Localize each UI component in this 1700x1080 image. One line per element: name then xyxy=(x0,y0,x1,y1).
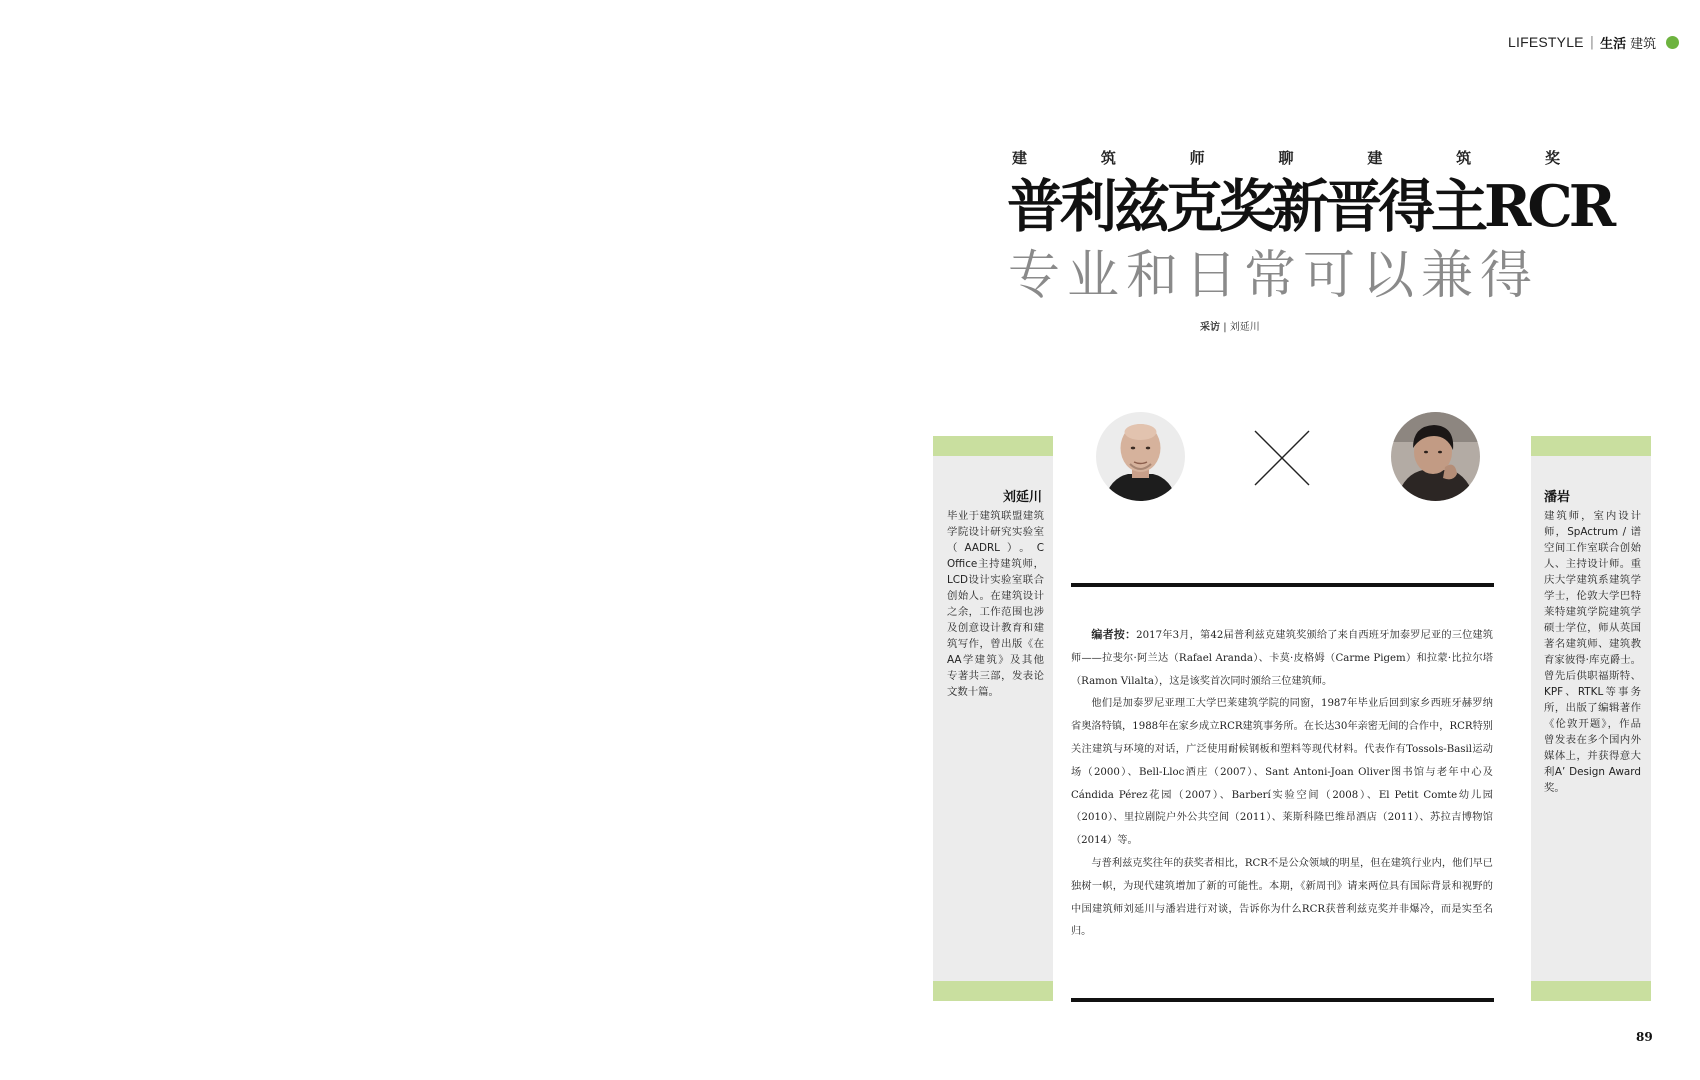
kicker xyxy=(1012,147,1560,168)
cross-icon xyxy=(1253,429,1311,491)
kicker-char: 筑 xyxy=(1456,149,1472,167)
page-number: 89 xyxy=(1636,1030,1653,1044)
kicker-char: 筑 xyxy=(1100,149,1116,167)
green-dot-icon xyxy=(1666,36,1679,49)
category-label-bold: 生活 xyxy=(1600,36,1627,52)
byline-author: 刘延川 xyxy=(1229,322,1260,333)
editor-note-paragraph xyxy=(1071,624,1493,693)
profile-bio-left: 毕业于建筑联盟建筑学院设计研究实验室（AADRL）。C Office主持建筑师，LCD设计实验室联合创始人。在建筑设计之余，工作范围也涉及创意设计教育和建筑写作，曾出版《在AA学建筑》及其他专著共三部，发表论文数十篇。 xyxy=(947,510,1044,698)
kicker-char: 奖 xyxy=(1544,149,1560,167)
header-separator: | xyxy=(1589,34,1595,50)
editor-note-paragraph: 与普利兹克奖往年的获奖者相比，RCR不是公众领域的明星，但在建筑行业内，他们早已独树一帜，为现代建筑增加了新的可能性。本期，《新周刊》请来两位具有国际背景和视野的中国建筑师刘延川与潘岩进行对谈，告诉你为什么RCR获普利兹克奖并非爆冷，而是实至名归。 xyxy=(1071,857,1493,938)
editor-note-label: 编者按： xyxy=(1091,628,1137,641)
profile-name-left: 刘延川 xyxy=(1002,490,1042,505)
divider-top xyxy=(1071,583,1494,587)
byline xyxy=(1200,318,1260,333)
section-header xyxy=(1508,30,1679,54)
kicker-char: 聊 xyxy=(1278,149,1294,167)
subheadline: 专业和日常可以兼得 xyxy=(1008,246,1540,306)
section-label: LIFESTYLE xyxy=(1508,34,1584,50)
divider-bottom xyxy=(1071,998,1494,1002)
byline-separator: | xyxy=(1223,322,1227,333)
profile-name-right: 潘岩 xyxy=(1544,490,1571,505)
portrait-bald-man-icon xyxy=(1096,412,1185,501)
profile-bio-right: 建筑师，室内设计师，SpActrum / 谱空间工作室联合创始人、主持设计师。重庆大学建筑系建筑学学士，伦敦大学巴特莱特建筑学院建筑学硕士学位，师从英国著名建筑师、建筑教育家彼得·库克爵士。曾先后供职福斯特、KPF、RTKL等事务所，出版了编辑著作《伦敦开题》，作品曾发表在多个国内外媒体上，并获得意大利A’ Design Award奖。 xyxy=(1544,510,1641,794)
portrait-man-thinking-icon xyxy=(1391,412,1480,501)
editor-note xyxy=(1071,624,1493,944)
kicker-char: 师 xyxy=(1189,149,1205,167)
editor-note-text: 2017年3月，第42届普利兹克建筑奖颁给了来自西班牙加泰罗尼亚的三位建筑师——拉斐尔·阿兰达（Rafael Aranda）、卡莫·皮格姆（Carme Pigem）和拉蒙·比拉尔塔（Ramon Vilalta），这是该奖首次同时颁给三位建筑师。 xyxy=(1071,630,1493,687)
kicker-char: 建 xyxy=(1012,149,1028,167)
byline-label: 采访 xyxy=(1200,322,1220,333)
category-label: 建筑 xyxy=(1630,36,1657,52)
kicker-char: 建 xyxy=(1367,149,1383,167)
editor-note-paragraph: 他们是加泰罗尼亚理工大学巴莱建筑学院的同窗，1987年毕业后回到家乡西班牙赫罗纳省奥洛特镇，1988年在家乡成立RCR建筑事务所。在长达30年亲密无间的合作中，RCR特别关注建筑与环境的对话，广泛使用耐候钢板和塑料等现代材料。代表作有Tossols-Basil运动场（2000）、Bell-Lloc酒庄（2007）、Sant Antoni-Joan Oliver图书馆与老年中心及 Cándida Pérez花园（2007）、Barberí实验空间（2008）、El Petit Comte幼儿园（2010）、里拉剧院户外公共空间（2011）、莱斯科隆巴维昂酒店（2011）、苏拉吉博物馆（2014）等。 xyxy=(1071,698,1493,847)
headline: 普利兹克奖新晋得主RCR xyxy=(1007,173,1613,240)
